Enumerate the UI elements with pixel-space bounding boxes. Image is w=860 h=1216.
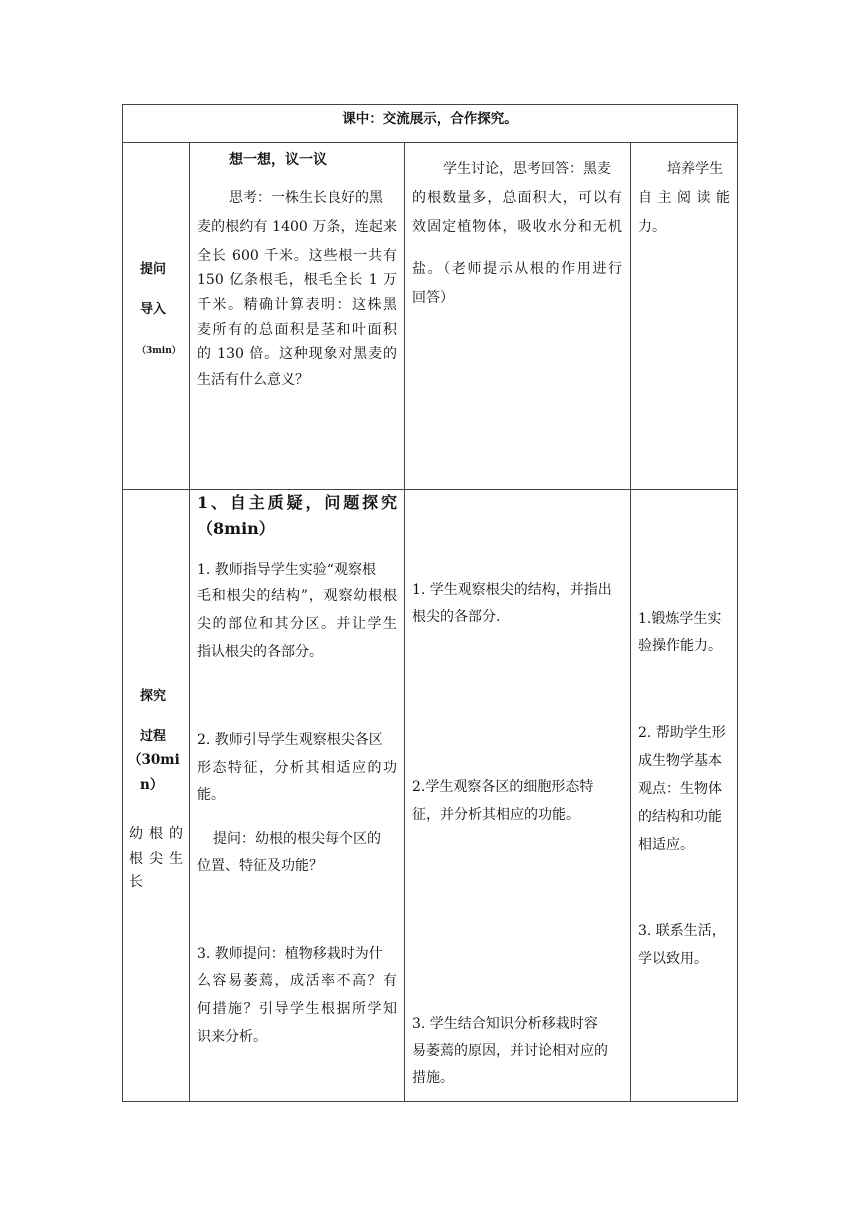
row1-student-line-4: 回答） <box>412 290 454 306</box>
row2-student-step3-1: 易萎蔫的原因，并讨论相对应的 <box>412 1043 608 1059</box>
row1-teacher-line-7: 生活有什么意义？ <box>197 372 309 388</box>
row2-topic-1: 根 尖 生 <box>129 851 183 867</box>
row2-teacher-step2-0: 2. 教师引导学生观察根尖各区 <box>197 732 383 748</box>
row2-student-step3-2: 措施。 <box>412 1070 454 1086</box>
row2-purpose3-0: 3. 联系生活， <box>638 923 726 939</box>
row2-stage-top: 探究 <box>140 689 167 704</box>
row2-time-0: （30mi <box>128 752 180 768</box>
row1-purpose-line-2: 力。 <box>638 219 666 235</box>
col-divider-1 <box>189 142 190 1102</box>
row2-time-1: n） <box>140 777 164 793</box>
col-divider-3 <box>630 142 631 1102</box>
row1-teacher-line-0: 思考：一株生长良好的黑 <box>229 190 383 206</box>
row2-topic-2: 长 <box>129 874 143 890</box>
row2-purpose1-0: 1.锻炼学生实 <box>638 611 722 627</box>
row2-purpose2-2: 观点：生物体 <box>638 781 722 797</box>
row-divider-header <box>122 142 738 143</box>
row2-purpose3-1: 学以致用。 <box>638 951 708 967</box>
row1-student-line-1: 的根数量多，总面积大，可以有 <box>412 190 622 206</box>
row2-teacher-step1-0: 1. 教师指导学生实验“观察根 <box>197 562 376 578</box>
row1-student-line-2: 效固定植物体，吸收水分和无机 <box>412 219 622 235</box>
row1-stage-top: 提问 <box>140 262 167 277</box>
row1-teacher-line-6: 的 130 倍。这种现象对黑麦的 <box>197 346 397 362</box>
row1-stage-bottom: 导入 <box>140 302 167 317</box>
row1-student-line-3: 盐。（老师提示从根的作用进行 <box>412 261 622 277</box>
row1-teacher-line-1: 麦的根约有 1400 万条，连起来 <box>197 219 397 235</box>
row2-section-title-0: 1、自主质疑，问题探究 <box>197 493 397 512</box>
row2-teacher-step3-2: 何措施？引导学生根据所学知 <box>197 1001 397 1017</box>
row2-teacher-question-0: 提问：幼根的根尖每个区的 <box>213 831 381 847</box>
row2-stage-mid: 过程 <box>140 729 167 744</box>
row2-student-step3-0: 3. 学生结合知识分析移栽时容 <box>412 1016 598 1032</box>
row2-teacher-step3-3: 识来分析。 <box>197 1029 267 1045</box>
row2-purpose1-1: 验操作能力。 <box>638 638 722 654</box>
row2-teacher-step1-1: 毛和根尖的结构”，观察幼根根 <box>197 588 397 604</box>
row2-teacher-step2-1: 形态特征，分析其相适应的功 <box>197 760 397 776</box>
row2-teacher-step3-0: 3. 教师提问：植物移栽时为什 <box>197 946 383 962</box>
row2-teacher-step1-2: 尖的部位和其分区。并让学生 <box>197 616 397 632</box>
row2-student-step2-0: 2.学生观察各区的细胞形态特 <box>412 779 594 795</box>
row2-teacher-step3-1: 么容易萎蔫，成活率不高？有 <box>197 973 397 989</box>
row1-teacher-line-3: 150 亿条根毛，根毛全长 1 万 <box>197 272 397 288</box>
row2-teacher-step2-2: 能。 <box>197 787 225 803</box>
row2-purpose2-4: 相适应。 <box>638 837 694 853</box>
row2-student-step1-0: 1. 学生观察根尖的结构，并指出 <box>412 582 612 598</box>
row1-time: （3min） <box>137 346 181 356</box>
row2-teacher-step1-3: 指认根尖的各部分。 <box>197 644 323 660</box>
row2-section-title-1: （8min） <box>197 519 275 538</box>
row2-purpose2-3: 的结构和功能 <box>638 809 722 825</box>
row2-teacher-question-1: 位置、特征及功能？ <box>197 858 323 874</box>
row2-student-step2-1: 征，并分析其相应的功能。 <box>412 807 580 823</box>
row1-activity-title: 想一想，议一议 <box>229 152 327 168</box>
table-header: 课中：交流展示，合作探究。 <box>342 111 518 127</box>
row1-purpose-line-1: 自 主 阅 读 能 <box>638 190 730 206</box>
row2-purpose2-0: 2. 帮助学生形 <box>638 725 726 741</box>
row2-topic-0: 幼 根 的 <box>129 826 183 842</box>
row1-teacher-line-4: 千米。精确计算表明：这株黑 <box>197 297 397 313</box>
row2-student-step1-1: 根尖的各部分. <box>412 609 501 625</box>
col-divider-2 <box>404 142 405 1102</box>
row1-teacher-line-5: 麦所有的总面积是茎和叶面积 <box>197 322 397 338</box>
row2-purpose2-1: 成生物学基本 <box>638 753 722 769</box>
row1-student-line-0: 学生讨论，思考回答：黑麦 <box>443 161 611 177</box>
row1-teacher-line-2: 全长 600 千米。这些根一共有 <box>197 248 397 264</box>
row1-purpose-line-0: 培养学生 <box>667 161 723 177</box>
